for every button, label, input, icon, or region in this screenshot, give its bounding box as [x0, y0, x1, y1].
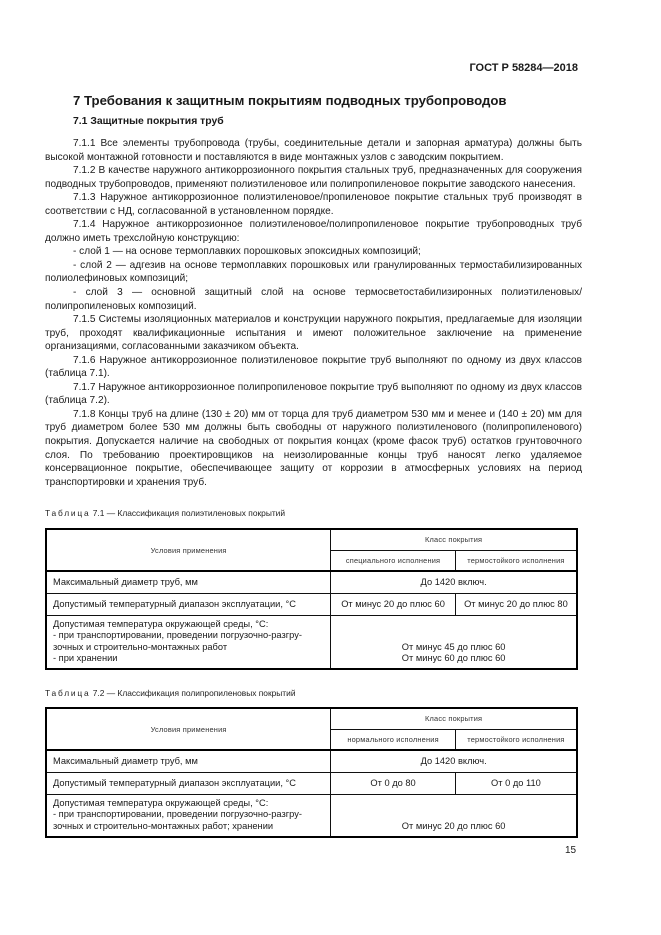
table-2-cell-condition: Максимальный диаметр труб, мм: [46, 750, 331, 772]
table-1-header-col1: специального исполнения: [331, 550, 456, 571]
table-2-caption-text: 7.2 — Классификация полипропиленовых покрытий: [92, 688, 296, 698]
table-row: [46, 794, 577, 837]
table-1-cell-value: До 1420 включ.: [331, 571, 577, 593]
table-row: [46, 615, 577, 669]
paragraph-7-1-5: 7.1.5 Системы изоляционных материалов и конструкции наружного покрытия, предлагаемые для изоляции труб, проходят квалификационные испытания и имеют положительное заключение на применение организациями, согласованными заказчиком объекта.: [45, 314, 582, 353]
list-item-layer-2: - слой 2 — адгезив на основе термоплавких порошковых или гранулированных термостабилизированных полиолефиновых композиций;: [45, 259, 582, 285]
table-2-cell-col2: От 0 до 110: [455, 772, 577, 794]
table-1-cell-condition-multiline: [46, 615, 331, 669]
line: - при транспортировании, проведении погрузочно-разгру-: [53, 809, 302, 820]
table-2-header-col1: нормального исполнения: [331, 729, 456, 750]
table-1-cell-col1: От минус 20 до плюс 60: [331, 593, 456, 615]
subsection-title: 7.1 Защитные покрытия труб: [73, 116, 224, 127]
table-2-caption-label: Таблица: [45, 688, 91, 698]
table-1: [45, 528, 578, 670]
line: Допустимая температура окружающей среды, °С:: [53, 797, 269, 808]
line: - при транспортировании, проведении погрузочно-разгру-: [53, 630, 302, 641]
table-1-header-class: Класс покрытия: [331, 529, 577, 550]
table-2-cell-condition-multiline: [46, 794, 331, 837]
table-1-caption: [45, 508, 285, 518]
table-1-header-conditions: Условия применения: [46, 529, 331, 571]
line: зочных и строительно-монтажных работ; хранении: [53, 821, 274, 832]
table-2-header-conditions: Условия применения: [46, 708, 331, 750]
paragraph-7-1-3: 7.1.3 Наружное антикоррозионное полиэтиленовое/пропиленовое покрытие стальных труб производят в соответствии с НД, согласованной в установленном порядке.: [45, 192, 582, 217]
table-row: [46, 571, 577, 593]
table-2-header-class: Класс покрытия: [331, 708, 577, 729]
table-2-cell-condition: Допустимый температурный диапазон эксплуатации, °С: [46, 772, 331, 794]
table-1-cell-condition: Максимальный диаметр труб, мм: [46, 571, 331, 593]
body-text: [45, 137, 582, 489]
line: От минус 45 до плюс 60: [401, 641, 506, 652]
table-2-caption: [45, 688, 296, 698]
section-title: 7 Требования к защитным покрытиям подводных трубопроводов: [73, 93, 507, 108]
paragraph-7-1-4: 7.1.4 Наружное антикоррозионное полиэтиленовое/полипропиленовое покрытие трубопроводных труб должно иметь трехслойную конструкцию:: [45, 219, 582, 244]
table-1-cell-value-multiline: [331, 615, 577, 669]
table-row: [46, 772, 577, 794]
line: От минус 60 до плюс 60: [401, 653, 506, 664]
page-number: 15: [565, 845, 577, 856]
table-2-cell-value: До 1420 включ.: [331, 750, 577, 772]
table-1-cell-col2: От минус 20 до плюс 80: [455, 593, 577, 615]
list-item-layer-1: - слой 1 — на основе термоплавких порошковых эпоксидных композиций;: [73, 246, 421, 258]
table-2: [45, 707, 578, 838]
table-1-header-col2: термостойкого исполнения: [455, 550, 577, 571]
paragraph-7-1-8: 7.1.8 Концы труб на длине (130 ± 20) мм от торца для труб диаметром 530 мм и менее и (140 ± 20) мм для труб диаметром более 530 мм должны быть свободны от наружного полиэтиленового (полипропиленового) покрытия. Допускается наличие на свободных от покрытия концах (кроме фасок труб) остатков грунтовочного слоя. По требованию проектировщиков на неизолированные концы труб наносят легко удаляемое консервационное покрытие, обеспечивающее защиту от коррозии в атмосферных условиях на период транспортировки и хранения труб.: [45, 408, 582, 488]
table-row: [46, 593, 577, 615]
table-2-header-col2: термостойкого исполнения: [455, 729, 577, 750]
list-item-layer-3: - слой 3 — основной защитный слой на основе термосветостабилизиронных полиэтиленовых/полипропиленовых композиций.: [45, 287, 582, 312]
standard-id: ГОСТ Р 58284—2018: [469, 62, 578, 74]
table-1-cell-condition: Допустимый температурный диапазон эксплуатации, °С: [46, 593, 331, 615]
line: зочных и строительно-монтажных работ: [53, 641, 228, 652]
table-1-caption-text: 7.1 — Классификация полиэтиленовых покрытий: [92, 508, 286, 518]
table-1-caption-label: Таблица: [45, 508, 91, 518]
table-row: [46, 750, 577, 772]
line: Допустимая температура окружающей среды, °С:: [53, 618, 269, 629]
table-2-cell-col1: От 0 до 80: [331, 772, 456, 794]
line: - при хранении: [53, 653, 118, 664]
paragraph-7-1-1: 7.1.1 Все элементы трубопровода (трубы, соединительные детали и запорная арматура) должны быть высокой монтажной готовности и поставляются в виде монтажных узлов с заводским покрытием.: [45, 138, 582, 163]
paragraph-7-1-2: 7.1.2 В качестве наружного антикоррозионного покрытия стальных труб, предназначенных для сооружения подводных трубопроводов, применяют полиэтиленовое или полипропиленовое покрытие заводского нанесения.: [45, 165, 582, 190]
paragraph-7-1-6: 7.1.6 Наружное антикоррозионное полиэтиленовое покрытие труб выполняют по одному из двух классов (таблица 7.1).: [45, 354, 582, 380]
table-2-cell-value: От минус 20 до плюс 60: [331, 794, 577, 837]
paragraph-7-1-7: 7.1.7 Наружное антикоррозионное полипропиленовое покрытие труб выполняют по одному из двух классов (таблица 7.2).: [45, 381, 582, 407]
